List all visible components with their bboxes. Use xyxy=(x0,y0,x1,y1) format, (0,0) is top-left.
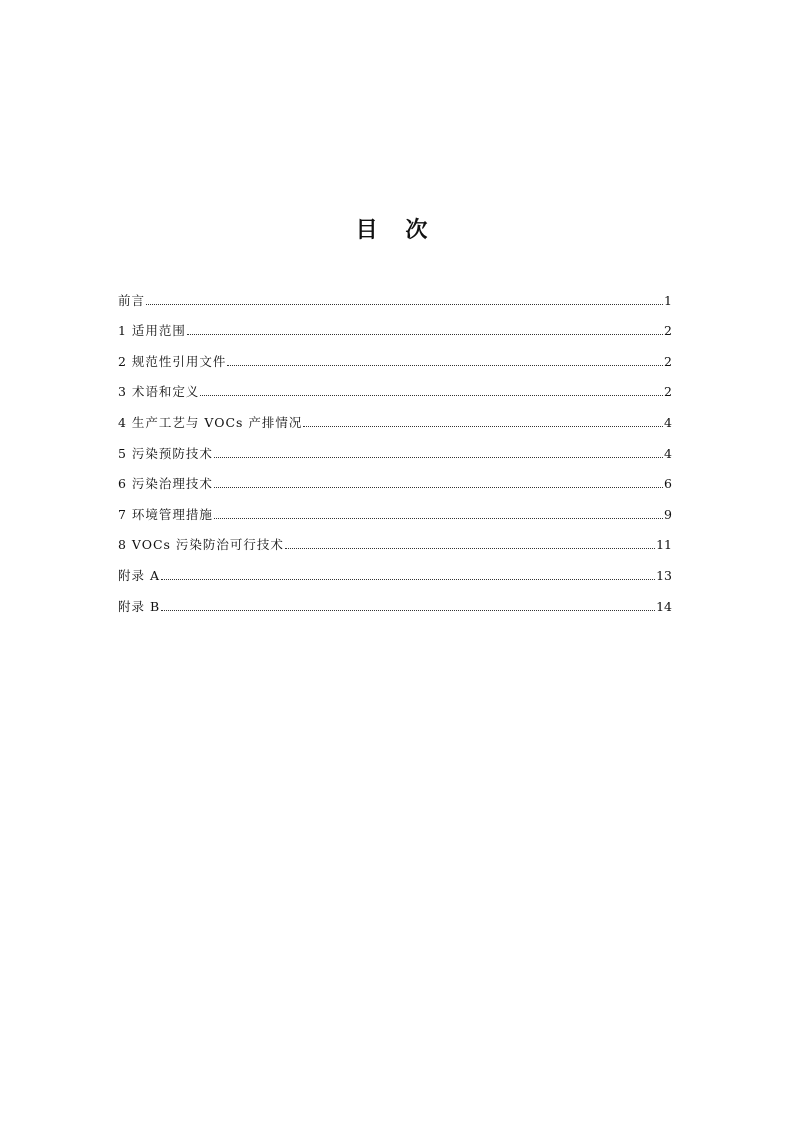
toc-entry-label: 附录 A xyxy=(118,567,161,583)
toc-entry-pollution-treatment[interactable] xyxy=(118,462,672,493)
toc-dot-leader xyxy=(214,457,663,458)
toc-entry-label: 5 污染预防技术 xyxy=(118,445,213,461)
toc-entry-label: 2 规范性引用文件 xyxy=(118,353,227,369)
toc-entry-label: 6 污染治理技术 xyxy=(118,476,213,492)
table-of-contents xyxy=(118,278,672,615)
toc-entry-page-number: 2 xyxy=(664,323,672,339)
toc-entry-label: 7 环境管理措施 xyxy=(118,506,213,522)
toc-entry-label: 8 VOCs 污染防治可行技术 xyxy=(118,537,284,553)
toc-entry-pollution-prevention[interactable] xyxy=(118,431,672,462)
toc-entry-normative-references[interactable] xyxy=(118,339,672,370)
toc-entry-page-number: 14 xyxy=(656,598,672,614)
page-title: 目 次 xyxy=(355,217,438,243)
toc-entry-page-number: 4 xyxy=(664,414,672,430)
toc-entry-page-number: 6 xyxy=(664,476,672,492)
toc-dot-leader xyxy=(285,548,655,549)
toc-entry-production-process[interactable] xyxy=(118,400,672,431)
toc-dot-leader xyxy=(161,610,655,611)
toc-entry-appendix-a[interactable] xyxy=(118,553,672,584)
toc-entry-feasible-technologies[interactable] xyxy=(118,523,672,554)
toc-entry-page-number: 4 xyxy=(664,445,672,461)
toc-entry-label: 1 适用范围 xyxy=(118,323,186,339)
toc-entry-page-number: 9 xyxy=(664,506,672,522)
toc-entry-preface[interactable] xyxy=(118,278,672,309)
toc-entry-label: 3 术语和定义 xyxy=(118,384,200,400)
toc-entry-page-number: 13 xyxy=(656,567,672,583)
toc-dot-leader xyxy=(214,518,663,519)
toc-dot-leader xyxy=(303,426,663,427)
toc-dot-leader xyxy=(146,304,663,305)
toc-dot-leader xyxy=(161,579,655,580)
toc-dot-leader xyxy=(214,487,663,488)
toc-entry-page-number: 2 xyxy=(664,353,672,369)
toc-dot-leader xyxy=(200,395,663,396)
toc-entry-scope[interactable] xyxy=(118,309,672,340)
toc-entry-appendix-b[interactable] xyxy=(118,584,672,615)
toc-entry-environmental-management[interactable] xyxy=(118,492,672,523)
toc-entry-label: 4 生产工艺与 VOCs 产排情况 xyxy=(118,414,303,430)
toc-entry-page-number: 11 xyxy=(656,537,672,553)
toc-entry-label: 附录 B xyxy=(118,598,161,614)
toc-entry-terms-definitions[interactable] xyxy=(118,370,672,401)
toc-dot-leader xyxy=(227,365,663,366)
toc-entry-label: 前言 xyxy=(118,292,146,308)
toc-dot-leader xyxy=(187,334,663,335)
toc-entry-page-number: 2 xyxy=(664,384,672,400)
toc-entry-page-number: 1 xyxy=(664,292,672,308)
